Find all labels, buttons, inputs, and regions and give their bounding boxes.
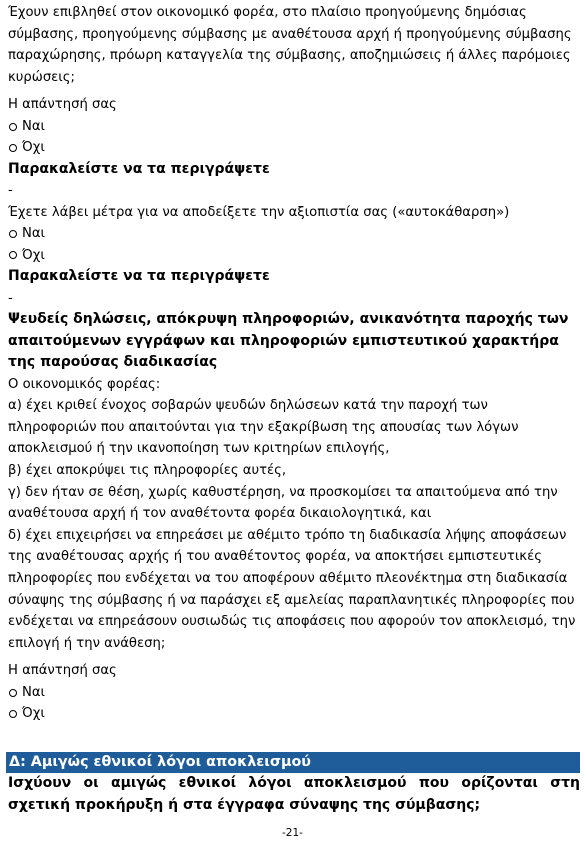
self-cleaning-option-no[interactable] [8,245,580,266]
answer-label-2: Η απάντησή σας [8,663,117,679]
self-cleaning-yes-label: Ναι [22,226,46,242]
radio-circle-icon[interactable] [9,689,17,697]
item-a: α) έχει κριθεί ένοχος σοβαρών ψευδών δηλώσεων κατά την παροχή των πληροφοριών που απαιτούνται για την εξακρίβωση της απουσίας των λόγων αποκλεισμού ή την ικανοποίηση των κριτηρίων επιλογής, [8,398,519,457]
self-cleaning-no-label: Όχι [22,247,45,263]
self-cleaning-option-yes[interactable] [8,223,580,244]
sanctions-question: Έχουν επιβληθεί στον οικονομικό φορέα, στο πλαίσιο προηγούμενης δημόσιας σύμβασης, προηγούμενης σύμβασης με αναθέτουσα αρχή ή προηγούμενης σύμβασης παραχώρησης, πρόωρη καταγγελία της σύμβασης, αποζημιώσεις ή άλλες παρόμοιες κυρώσεις; [8,5,572,85]
page-number: -21- [282,827,303,839]
item-d: δ) έχει επιχειρήσει να επηρεάσει με αθέμιτο τρόπο τη διαδικασία λήψης αποφάσεων της αναθέτουσας αρχής ή του αναθέτοντος φορέα, να αποκτήσει εμπιστευτικές πληροφορίες που ενδέχεται να του αποφέρουν αθέμιτο πλεονέκτημα στη διαδικασία σύναψης της σύμβασης ή να παράσχει εξ αμελείας παραπλανητικές πληροφορίες που ενδέχεται να επηρεάσουν ουσιωδώς τις αποφάσεις που αφορούν τον αποκλεισμό, την επιλογή ή την ανάθεση; [8,527,576,651]
section-d-title: Δ: Αμιγώς εθνικοί λόγοι αποκλεισμού [6,752,580,773]
describe-value: - [8,183,13,199]
item-b: β) έχει αποκρύψει τις πληροφορίες αυτές, [8,463,287,478]
option-yes[interactable] [8,116,580,137]
option-no-2[interactable] [8,703,580,724]
answer-label: Η απάντησή σας [8,97,117,113]
option-no-label: Όχι [22,140,45,156]
option-yes-2[interactable] [8,682,580,703]
option-yes-label: Ναι [22,118,46,134]
radio-circle-icon[interactable] [9,710,17,718]
describe-value-2: - [8,290,13,306]
describe-heading-2: Παρακαλείστε να τα περιγράψετε [8,268,270,285]
option-yes-2-label: Ναι [22,684,46,700]
radio-circle-icon[interactable] [9,144,17,152]
radio-circle-icon[interactable] [9,230,17,238]
item-c: γ) δεν ήταν σε θέση, χωρίς καθυστέρηση, να προσκομίσει τα απαιτούμενα από την αναθέτουσα αρχή ή τον αναθέτοντα φορέα δικαιολογητικά, και [8,484,558,522]
document-page [8,2,580,725]
radio-circle-icon[interactable] [9,251,17,259]
false-statements-heading: Ψευδείς δηλώσεις, απόκρυψη πληροφοριών, ανικανότητα παροχής των απαιτούμενων εγγράφων και πληροφοριών εμπιστευτικού χαρακτήρα της παρούσας διαδικασίας [8,311,569,371]
option-no[interactable] [8,137,580,158]
describe-heading: Παρακαλείστε να τα περιγράψετε [8,160,270,177]
national-grounds-question: Ισχύουν οι αμιγώς εθνικοί λόγοι αποκλεισμού που ορίζονται στη σχετική προκήρυξη ή στα έγγραφα σύναψης της σύμβασης; [8,775,580,813]
operator-intro: Ο οικονομικός φορέας: [8,376,161,392]
radio-circle-icon[interactable] [9,123,17,131]
self-cleaning-question: Έχετε λάβει μέτρα για να αποδείξετε την αξιοπιστία σας («αυτοκάθαρση») [8,204,510,220]
option-no-2-label: Όχι [22,706,45,722]
